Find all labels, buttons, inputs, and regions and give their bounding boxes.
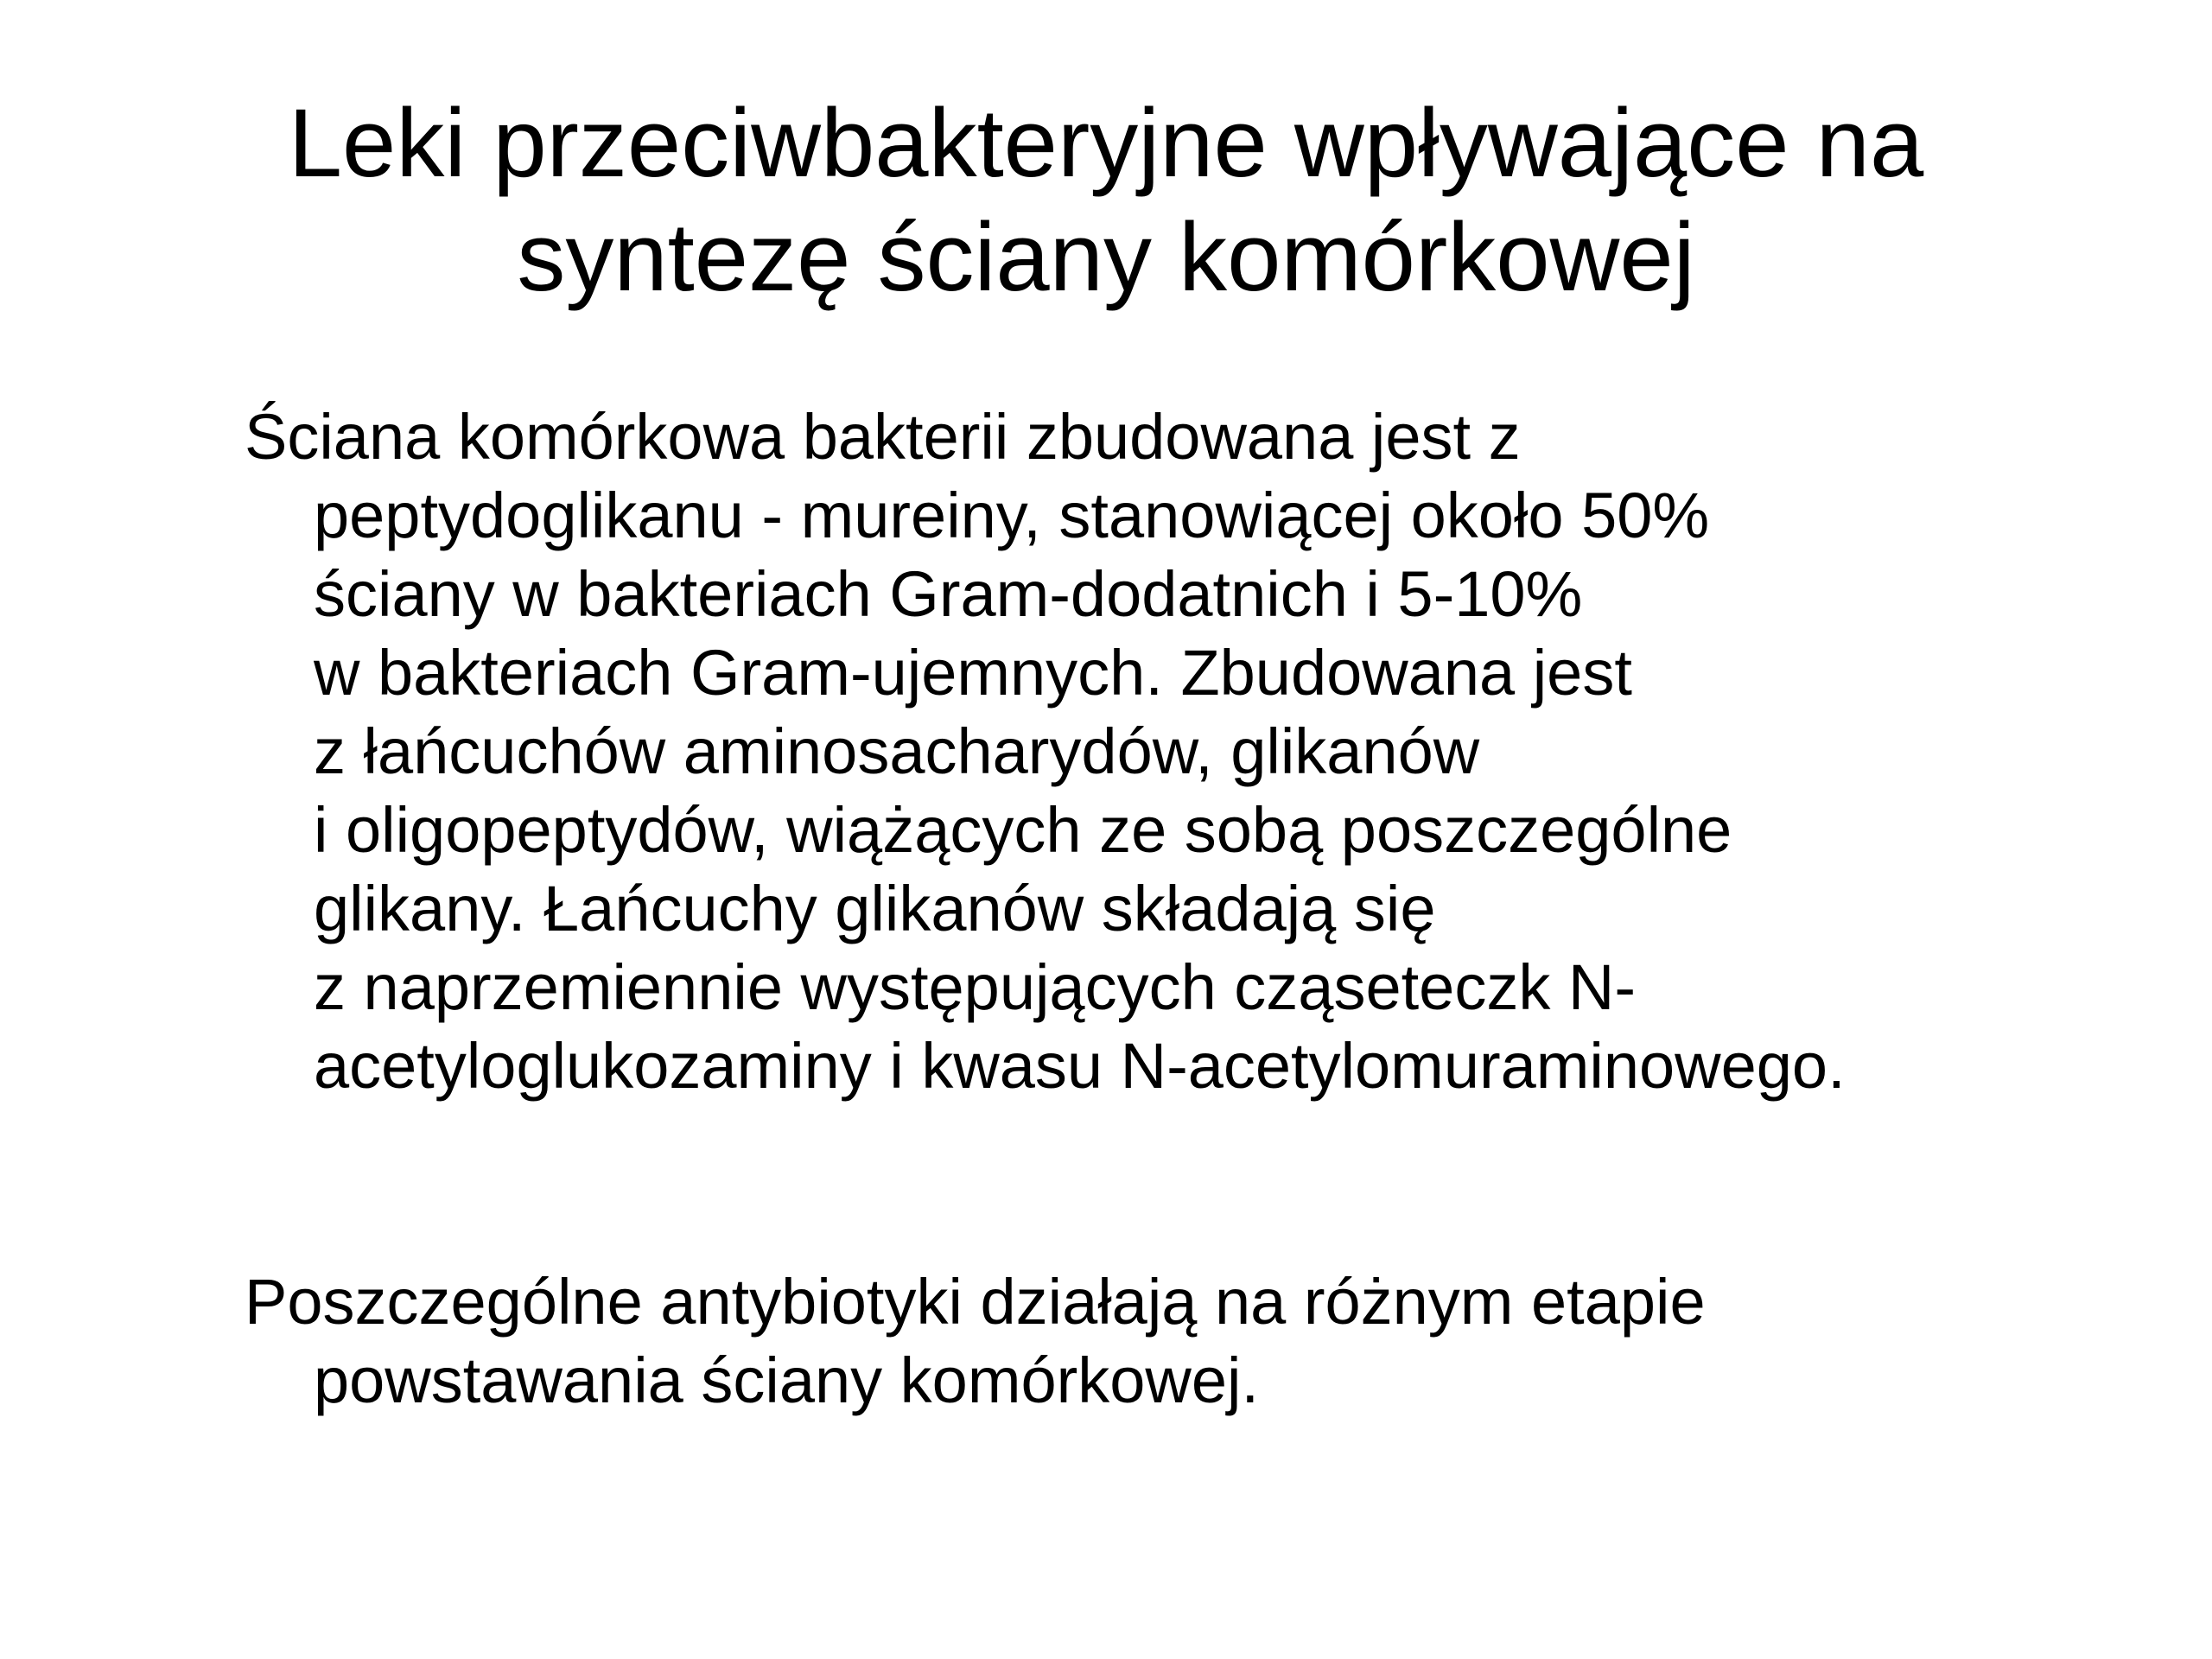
paragraph-line: ściany w bakteriach Gram-dodatnich i 5-10% (314, 558, 1583, 630)
slide-title-line: Leki przeciwbakteryjne wpływające na (288, 89, 1924, 197)
body-paragraph (245, 1262, 2189, 1420)
paragraph-line: peptydoglikanu - mureiny, stanowiącej około 50% (314, 480, 1710, 551)
paragraph-line: Ściana komórkowa bakterii zbudowana jest z (245, 401, 1521, 473)
paragraph-line: w bakteriach Gram-ujemnych. Zbudowana jest (314, 637, 1632, 709)
paragraph-line: z naprzemiennie występujących cząseteczk N- (314, 951, 1636, 1023)
slide-title-line: syntezę ściany komórkowej (517, 203, 1695, 311)
paragraph-line: i oligopeptydów, wiążących ze sobą poszczególne (314, 794, 1732, 866)
paragraph-line: z łańcuchów aminosacharydów, glikanów (314, 715, 1480, 787)
slide-body (245, 397, 2189, 1420)
paragraph-line: acetyloglukozaminy i kwasu N-acetylomuraminowego. (314, 1030, 1846, 1102)
paragraph-line: powstawania ściany komórkowej. (314, 1344, 1260, 1416)
paragraph-line: glikany. Łańcuchy glikanów składają się (314, 873, 1436, 944)
body-paragraph (245, 397, 2189, 1105)
slide-title (104, 86, 2108, 315)
paragraph-line: Poszczególne antybiotyki działają na różnym etapie (245, 1266, 1706, 1338)
